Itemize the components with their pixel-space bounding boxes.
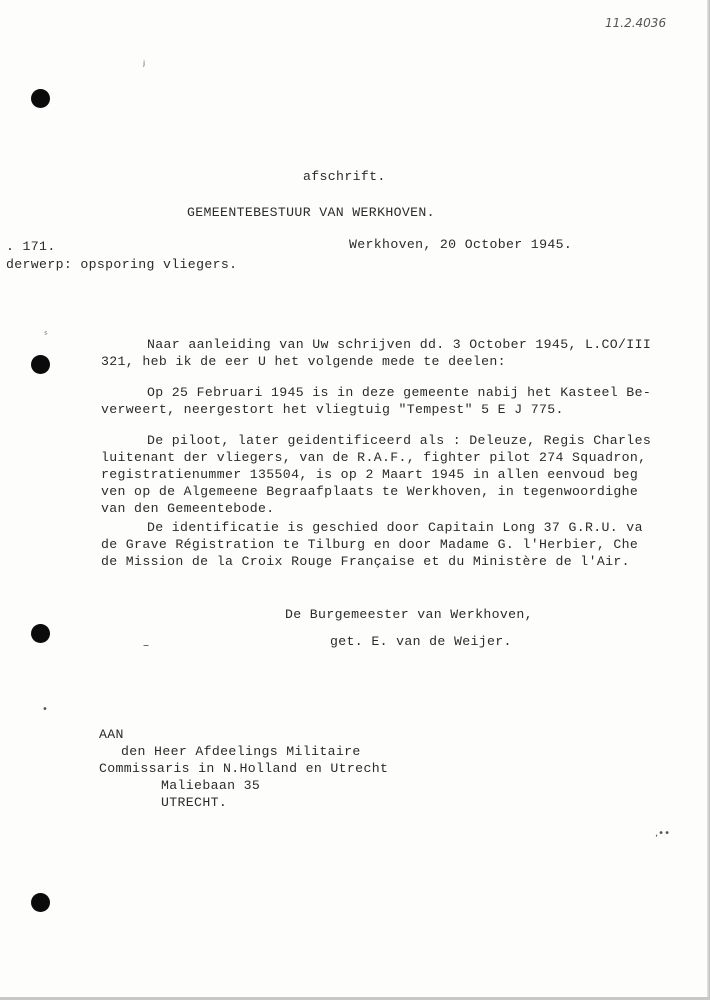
signature-title: De Burgemeester van Werkhoven, [285, 607, 533, 622]
stray-mark: ,•• [655, 828, 670, 839]
stray-mark: ʲ [143, 58, 146, 72]
subject-line: derwerp: opsporing vliegers. [6, 257, 238, 272]
reference-number: . 171. [6, 239, 56, 254]
body-line: verweert, neergestort het vliegtuig "Tempest" 5 E J 775. [101, 402, 564, 417]
body-line: van den Gemeentebode. [101, 501, 275, 516]
stray-mark: – [143, 638, 149, 652]
body-line: 321, heb ik de eer U het volgende mede te deelen: [101, 354, 506, 369]
body-line: de Mission de la Croix Rouge Française et du Ministère de l'Air. [101, 554, 630, 569]
archive-reference: 11.2.4036 [605, 16, 667, 30]
signature: get. E. van de Weijer. [330, 634, 512, 649]
addressee-line: Maliebaan 35 [161, 778, 261, 793]
addressee-label: AAN [99, 727, 124, 742]
body-line: De identificatie is geschied door Capitain Long 37 G.R.U. va [147, 520, 643, 535]
sender-heading: GEMEENTEBESTUUR VAN WERKHOVEN. [187, 205, 435, 220]
document-title: afschrift. [303, 169, 386, 184]
body-line: registratienummer 135504, is op 2 Maart 1945 in allen eenvoud beg [101, 467, 639, 482]
place-date: Werkhoven, 20 October 1945. [349, 237, 573, 252]
body-line: luitenant der vliegers, van de R.A.F., fighter pilot 274 Squadron, [101, 450, 647, 465]
punch-hole [31, 624, 50, 643]
punch-hole [31, 893, 50, 912]
punch-hole [31, 89, 50, 108]
punch-hole [31, 355, 50, 374]
addressee-line: Commissaris in N.Holland en Utrecht [99, 761, 389, 776]
stray-mark: • [42, 704, 48, 715]
body-line: ven op de Algemeene Begraafplaats te Werkhoven, in tegenwoordighe [101, 484, 639, 499]
stray-mark: ˢ [44, 330, 48, 341]
body-line: Op 25 Februari 1945 is in deze gemeente nabij het Kasteel Be- [147, 385, 652, 400]
addressee-line: den Heer Afdeelings Militaire [121, 744, 361, 759]
addressee-line: UTRECHT. [161, 795, 228, 810]
body-line: Naar aanleiding van Uw schrijven dd. 3 October 1945, L.CO/III [147, 337, 652, 352]
body-line: De piloot, later geidentificeerd als : Deleuze, Regis Charles [147, 433, 652, 448]
body-line: de Grave Régistration te Tilburg en door Madame G. l'Herbier, Che [101, 537, 639, 552]
